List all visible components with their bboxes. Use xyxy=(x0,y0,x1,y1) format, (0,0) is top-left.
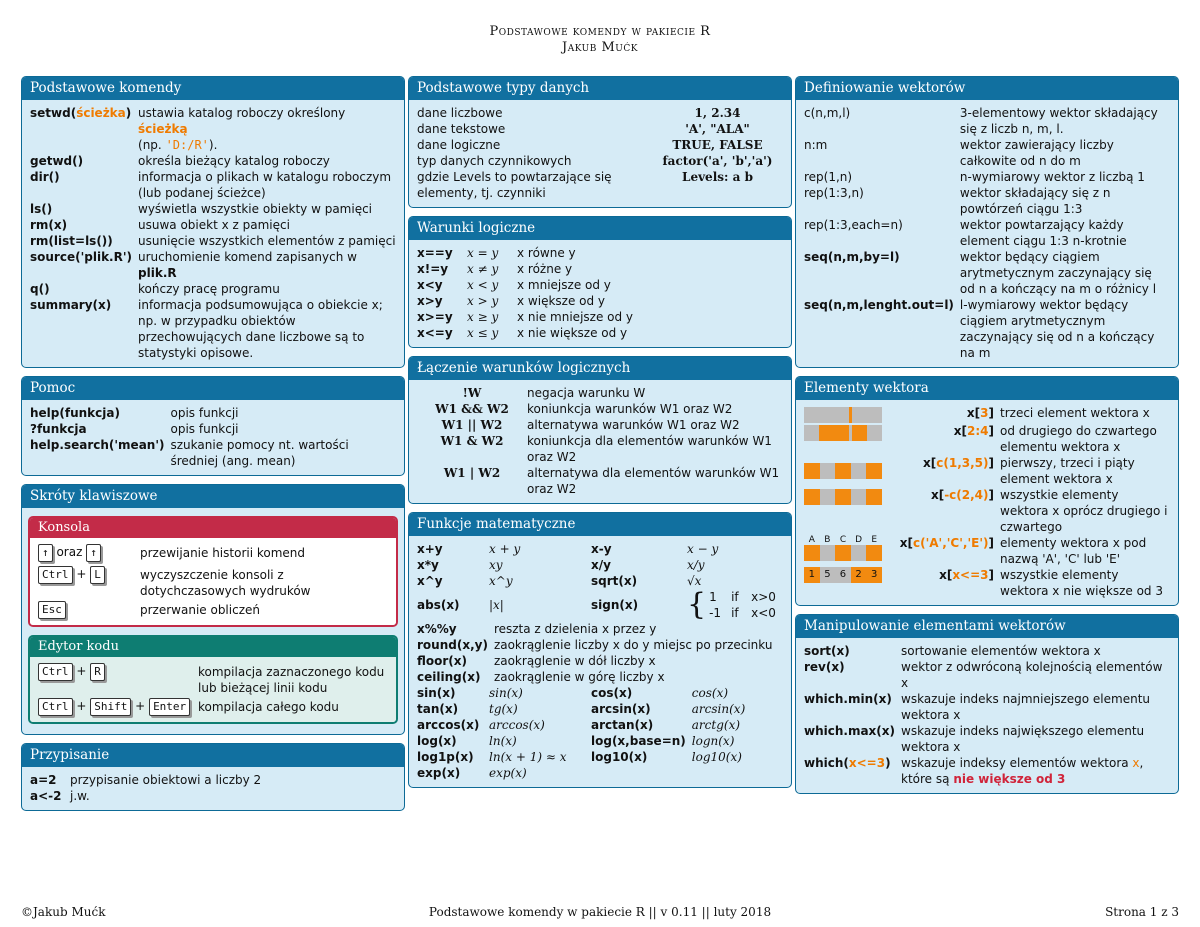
subsection-title: Edytor kodu xyxy=(30,637,396,657)
table-row: x[-c(2,4)] wszystkie elementy wektora x oprócz drugiego i czwartego xyxy=(804,487,1170,535)
table-row: x<=y x ≤ y x nie większe od y xyxy=(417,326,628,340)
l-key: L xyxy=(90,566,105,584)
console-shortcuts xyxy=(28,516,398,627)
section-basic-commands xyxy=(21,76,405,368)
table-row: n:m wektor zawierający liczby całkowite od n do m xyxy=(804,138,1114,168)
table-row: tan(x) tg(x) arcsin(x) arcsin(x) xyxy=(417,702,746,716)
ctrl-key: Ctrl xyxy=(38,566,73,584)
vector-strip xyxy=(804,425,882,441)
table-row: x+y x + y x-y x − y xyxy=(417,542,719,556)
table-row: x%%y reszta z dzielenia x przez y xyxy=(417,622,657,636)
section-title: Podstawowe typy danych xyxy=(409,77,791,100)
shortcut-row: ↑ oraz ↑ przewijanie historii komend xyxy=(38,542,388,564)
table-row: ?funkcja opis funkcji xyxy=(30,422,239,436)
table-row: gdzie Levels to powtarzające się elementy, tj. czynniki Levels: a b xyxy=(417,170,753,200)
section-title: Warunki logiczne xyxy=(409,217,791,240)
section-vector-elements xyxy=(795,376,1179,606)
table-row: x[3] trzeci element wektora x xyxy=(804,405,1170,423)
table-row: ceiling(x) zaokrąglenie w górę liczby x xyxy=(417,670,665,684)
table-row: which.min(x) wskazuje indeks najmniejszego elementu wektora x xyxy=(804,692,1150,722)
section-title: Skróty klawiszowe xyxy=(22,485,404,508)
vector-strip xyxy=(804,489,882,505)
vector-strip xyxy=(804,463,882,479)
table-row: dane tekstowe 'A', "ALA" xyxy=(417,122,750,136)
table-row: typ danych czynnikowych factor('a', 'b','a') xyxy=(417,154,773,168)
section-title: Przypisanie xyxy=(22,744,404,767)
table-row: rm(list=ls()) usunięcie wszystkich elementów z pamięci xyxy=(30,234,396,248)
table-row: which(x<=3) wskazuje indeksy elementów wektora x, które są nie większe od 3 xyxy=(804,756,1144,786)
document-title: Podstawowe komendy w pakiecie R xyxy=(489,24,711,39)
table-row: x^y x^y sqrt(x) √x xyxy=(417,574,702,588)
table-row: getwd() określa bieżący katalog roboczy xyxy=(30,154,330,168)
table-row: seq(n,m,by=l) wektor będący ciągiem arytmetycznym zaczynający się od n a kończący na m o różnicy l xyxy=(804,250,1157,296)
footer-center: Podstawowe komendy w pakiecie R || v 0.11 || luty 2018 xyxy=(428,905,772,919)
shortcut-row: Ctrl + R kompilacja zaznaczonego kodu lub bieżącej linii kodu xyxy=(38,661,388,696)
table-row: x*y xy x/y x/y xyxy=(417,558,705,572)
table-row: a=2 przypisanie obiektowi a liczby 2 xyxy=(30,773,262,787)
footer-left: ©Jakub Mućk xyxy=(21,905,106,919)
table-row: W1 | W2 alternatywa dla elementów warunków W1 oraz W2 xyxy=(443,466,780,496)
table-row: rep(1,n) n-wymiarowy wektor z liczbą 1 xyxy=(804,170,1145,184)
table-row: !W negacja warunku W xyxy=(462,386,646,400)
subsection-title: Konsola xyxy=(30,518,396,538)
table-row: x<y x < y x mniejsze od y xyxy=(417,278,611,292)
table-row: arccos(x) arccos(x) arctan(x) arctg(x) xyxy=(417,718,741,732)
table-row: help(funkcja) opis funkcji xyxy=(30,406,239,420)
table-row: rev(x) wektor z odwróconą kolejnością elementów x xyxy=(804,660,1163,690)
section-title: Pomoc xyxy=(22,377,404,400)
table-row: which.max(x) wskazuje indeks największego elementu wektora x xyxy=(804,724,1145,754)
table-row: help.search('mean') szukanie pomocy nt. wartości średniej (ang. mean) xyxy=(30,438,349,468)
arrow-up-key: ↑ xyxy=(86,544,101,562)
vector-strip xyxy=(804,407,882,423)
section-assignment xyxy=(21,743,405,811)
ctrl-key: Ctrl xyxy=(38,663,73,681)
table-row: summary(x) informacja podsumowująca o obiekcie x; np. w przypadku obiektów przechowujących dane liczbowe są to statystyki opisowe. xyxy=(30,298,383,360)
table-row: rm(x) usuwa obiekt x z pamięci xyxy=(30,218,290,232)
table-row: log1p(x) ln(x + 1) ≈ x log10(x) log10(x) xyxy=(417,750,742,764)
table-row: x>=y x ≥ y x nie mniejsze od y xyxy=(417,310,634,324)
section-title: Podstawowe komendy xyxy=(22,77,404,100)
table-row: dane liczbowe 1, 2.34 xyxy=(417,106,741,120)
table-row: x[2:4] od drugiego do czwartego elementu wektora x xyxy=(804,423,1170,455)
table-row: dir() informacja o plikach w katalogu roboczym (lub podanej ścieżce) xyxy=(30,170,392,200)
table-row: 1 5 6 2 3 x[x<=3] wszystkie elementy wektora x nie większe od 3 xyxy=(804,567,1170,599)
vector-strip: 1 5 6 2 3 xyxy=(804,567,882,583)
section-title: Elementy wektora xyxy=(796,377,1178,400)
table-row: x[c(1,3,5)] pierwszy, trzeci i piąty element wektora x xyxy=(804,455,1170,487)
table-row: W1 && W2 koniunkcja warunków W1 oraz W2 xyxy=(435,402,733,416)
table-row: floor(x) zaokrąglenie w dół liczby x xyxy=(417,654,656,668)
section-define-vectors xyxy=(795,76,1179,368)
table-row: x!=y x ≠ y x różne y xyxy=(417,262,573,276)
table-row: q() kończy pracę programu xyxy=(30,282,280,296)
table-row: x>y x > y x większe od y xyxy=(417,294,606,308)
enter-key: Enter xyxy=(149,698,190,716)
editor-shortcuts xyxy=(28,635,398,724)
section-title: Łączenie warunków logicznych xyxy=(409,357,791,380)
table-row: exp(x) exp(x) xyxy=(417,766,527,780)
table-row: round(x,y) zaokrąglenie liczby x do y miejsc po przecinku xyxy=(417,638,773,652)
shortcut-row: Esc przerwanie obliczeń xyxy=(38,599,388,621)
section-title: Funkcje matematyczne xyxy=(409,513,791,536)
arrow-up-key: ↑ xyxy=(38,544,53,562)
vector-strip xyxy=(804,545,882,561)
section-logical-conditions xyxy=(408,216,792,348)
table-row: rep(1:3,each=n) wektor powtarzający każdy element ciągu 1:3 n-krotnie xyxy=(804,218,1127,248)
table-row: A B C D E x[c('A','C','E')] elementy wektora x pod nazwą 'A', 'C' lub 'E' xyxy=(804,535,1170,567)
section-title: Manipulowanie elementami wektorów xyxy=(796,615,1178,638)
section-manipulate-vectors xyxy=(795,614,1179,794)
table-row: log(x) ln(x) log(x,base=n) logn(x) xyxy=(417,734,735,748)
table-row: setwd(ścieżka) ustawia katalog roboczy określony ścieżką (np. 'D:/R'). xyxy=(30,106,346,152)
section-math-functions xyxy=(408,512,792,788)
ctrl-key: Ctrl xyxy=(38,698,73,716)
table-row: c(n,m,l) 3-elementowy wektor składający się z liczb n, m, l. xyxy=(804,106,1158,136)
table-row: x==y x = y x równe y xyxy=(417,246,576,260)
table-row: ls() wyświetla wszystkie obiekty w pamięci xyxy=(30,202,373,216)
table-row: sin(x) sin(x) cos(x) cos(x) xyxy=(417,686,729,700)
section-title: Definiowanie wektorów xyxy=(796,77,1178,100)
section-combine-conditions xyxy=(408,356,792,504)
shift-key: Shift xyxy=(90,698,131,716)
shortcut-row: Ctrl + Shift + Enter kompilacja całego kodu xyxy=(38,696,388,718)
page-title xyxy=(0,24,1200,56)
shortcut-row: Ctrl + L wyczyszczenie konsoli z dotychczasowych wydruków xyxy=(38,564,388,599)
section-help xyxy=(21,376,405,476)
section-data-types xyxy=(408,76,792,208)
table-row: seq(n,m,lenght.out=l) l-wymiarowy wektor będący ciągiem arytmetycznym zaczynający się od n a kończący na m xyxy=(804,298,1155,360)
esc-key: Esc xyxy=(38,601,66,619)
section-shortcuts xyxy=(21,484,405,735)
table-row: source('plik.R') uruchomienie komend zapisanych w plik.R xyxy=(30,250,357,280)
r-key: R xyxy=(90,663,105,681)
table-row: rep(1:3,n) wektor składający się z n powtórzeń ciągu 1:3 xyxy=(804,186,1111,216)
footer-right: Strona 1 z 3 xyxy=(1105,905,1179,919)
table-row: abs(x) |x| sign(x) { 1 if x>0 -1 if x<0 xyxy=(417,587,776,622)
table-row: W1 & W2 koniunkcja dla elementów warunków W1 oraz W2 xyxy=(440,434,772,464)
table-row: W1 || W2 alternatywa warunków W1 oraz W2 xyxy=(441,418,740,432)
table-row: sort(x) sortowanie elementów wektora x xyxy=(804,644,1101,658)
table-row: a<-2 j.w. xyxy=(30,789,90,803)
document-author: Jakub Mućk xyxy=(562,40,638,55)
table-row: dane logiczne TRUE, FALSE xyxy=(417,138,763,152)
